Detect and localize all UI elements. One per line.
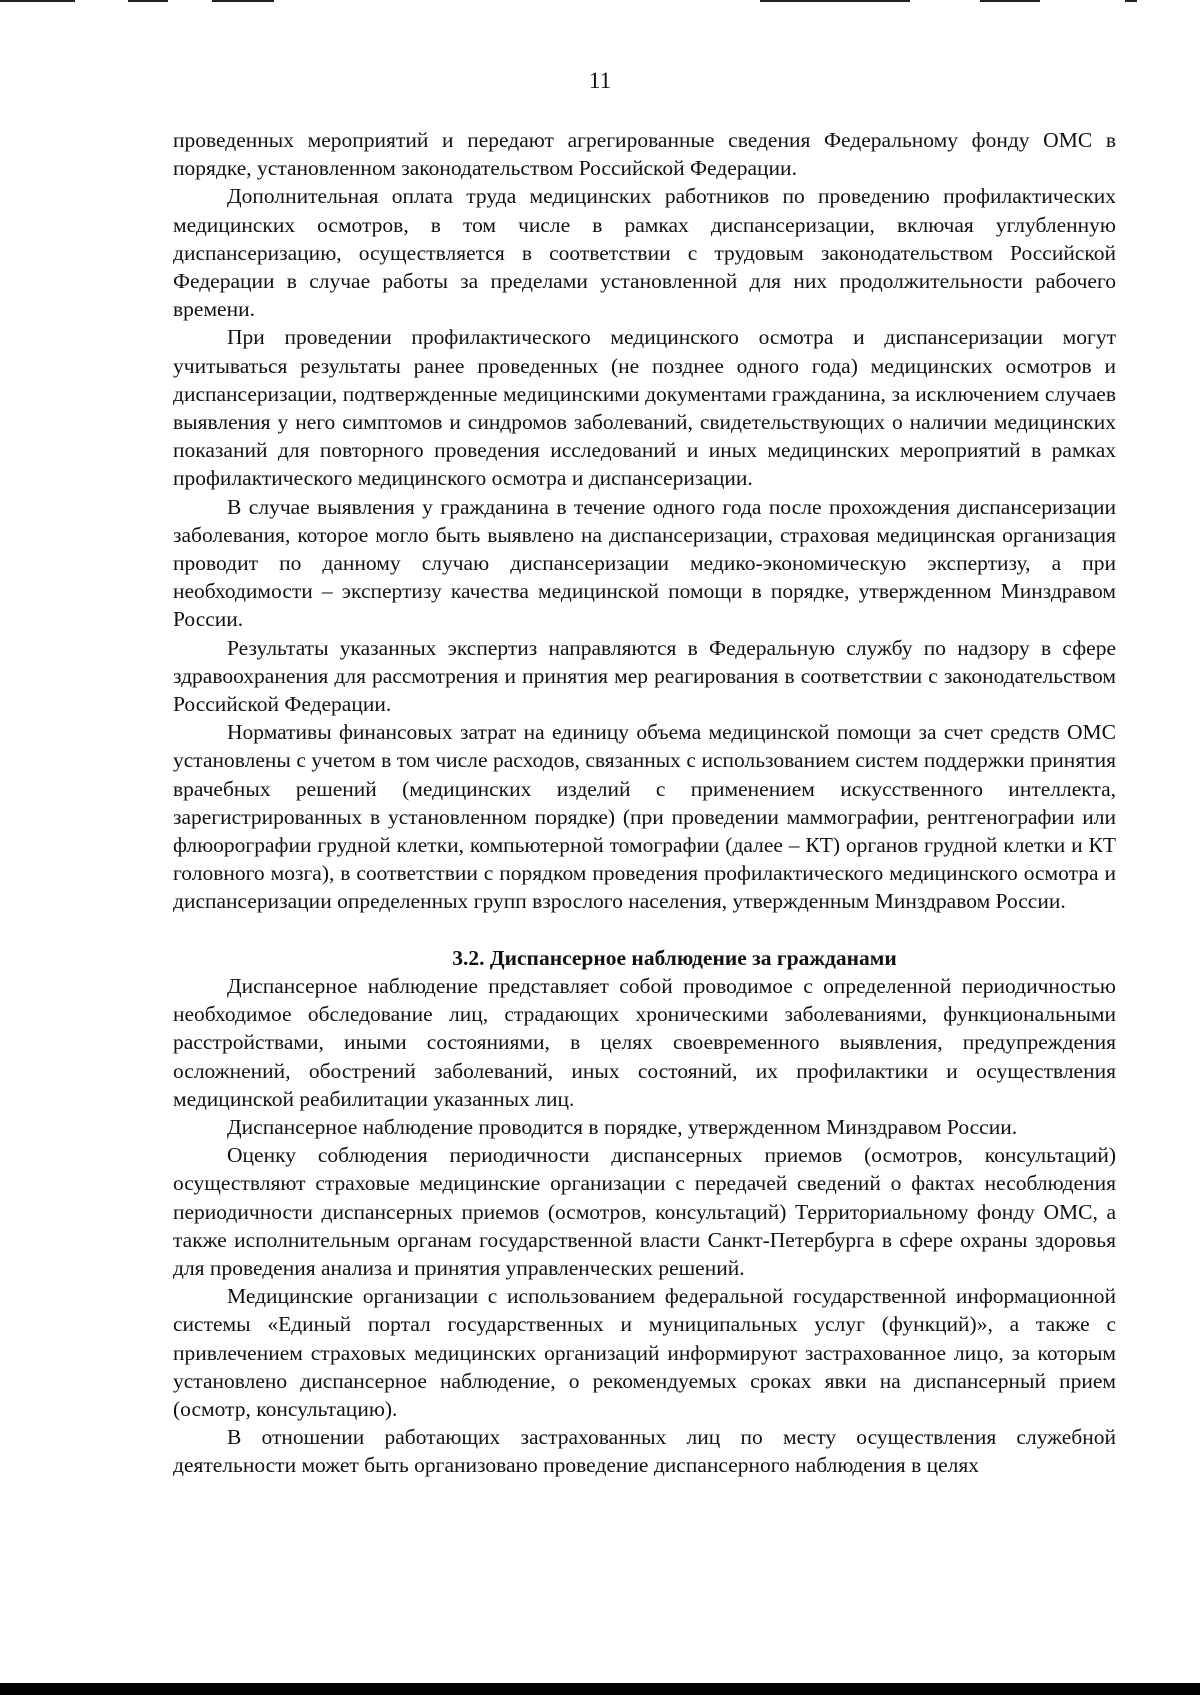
paragraph: В случае выявления у гражданина в течение одного года после прохождения диспансеризации заболевания, которое могло быть выявлено на диспансеризации, страховая медицинская организация проводит по данному случаю диспансеризации медико-экономическую экспертизу, а при необходимости – экспертизу качества медицинской помощи в порядке, утвержденном Минздравом России.: [173, 494, 1116, 632]
paragraph: Медицинские организации с использованием федеральной государственной информационной системы «Единый портал государственных и муниципальных услуг (функций)», а также с привлечением страховых медицинских организаций информируют застрахованное лицо, за которым установлено диспансерное наблюдение, о рекомендуемых сроках явки на диспансерный прием (осмотр, консультацию).: [173, 1284, 1116, 1421]
paragraph-continuation: проведенных мероприятий и передают агрегированные сведения Федеральному фонду ОМС в порядке, установленном законодательством Российской Федерации.: [173, 128, 1116, 181]
document-body: [173, 126, 1116, 1480]
paragraph: При проведении профилактического медицинского осмотра и диспансеризации могут учитываться результаты ранее проведенных (не позднее одного года) медицинских осмотров и диспансеризации, подтвержденные медицинскими документами гражданина, за исключением случаев выявления у него симптомов и синдромов заболеваний, свидетельствующих о наличии медицинских показаний для повторного проведения исследований и иных медицинских мероприятий в рамках профилактического медицинского осмотра и диспансеризации.: [173, 325, 1116, 491]
paragraph: Диспансерное наблюдение представляет собой проводимое с определенной периодичностью необходимое обследование лиц, страдающих хроническими заболеваниями, функциональными расстройствами, иными состояниями, в целях своевременного выявления, предупреждения осложнений, обострений заболеваний, иных состояний, их профилактики и осуществления медицинской реабилитации указанных лиц.: [173, 973, 1116, 1111]
section-spacer: [173, 916, 1116, 944]
scan-bottom-edge: [0, 1683, 1200, 1695]
paragraph: Результаты указанных экспертиз направляются в Федеральную службу по надзору в сфере здравоохранения для рассмотрения и принятия мер реагирования в соответствии с законодательством Российской Федерации.: [173, 635, 1116, 717]
page-number: 11: [588, 68, 612, 93]
paragraph: Нормативы финансовых затрат на единицу объема медицинской помощи за счет средств ОМС установлены с учетом в том числе расходов, связанных с использованием систем поддержки принятия врачебных решений (медицинских изделий с применением искусственного интеллекта, зарегистрированных в установленном порядке) (при проведении маммографии, рентгенографии или флюорографии грудной клетки, компьютерной томографии (далее – КТ) органов грудной клетки и КТ головного мозга), в соответствии с порядком проведения профилактического медицинского осмотра и диспансеризации определенных групп взрослого населения, утвержденным Минздравом России.: [173, 720, 1116, 914]
paragraph: Дополнительная оплата труда медицинских работников по проведению профилактических медицинских осмотров, в том числе в рамках диспансеризации, включая углубленную диспансеризацию, осуществляется в соответствии с трудовым законодательством Российской Федерации в случае работы за пределами установленной для них продолжительности рабочего времени.: [173, 184, 1116, 322]
paragraph: В отношении работающих застрахованных лиц по месту осуществления служебной деятельности может быть организовано проведение диспансерного наблюдения в целях: [173, 1425, 1116, 1478]
paragraph: Диспансерное наблюдение проводится в порядке, утвержденном Минздравом России.: [227, 1114, 1018, 1139]
section-heading: 3.2. Диспансерное наблюдение за гражданами: [452, 945, 897, 970]
scan-edge-marks: [0, 0, 1200, 4]
paragraph: Оценку соблюдения периодичности диспансерных приемов (осмотров, консультаций) осуществляют страховые медицинские организации с передачей сведений о фактах несоблюдения периодичности диспансерных приемов (осмотров, консультаций) Территориальному фонду ОМС, а также исполнительным органам государственной власти Санкт-Петербурга в сфере охраны здоровья для проведения анализа и принятия управленческих решений.: [173, 1143, 1116, 1280]
